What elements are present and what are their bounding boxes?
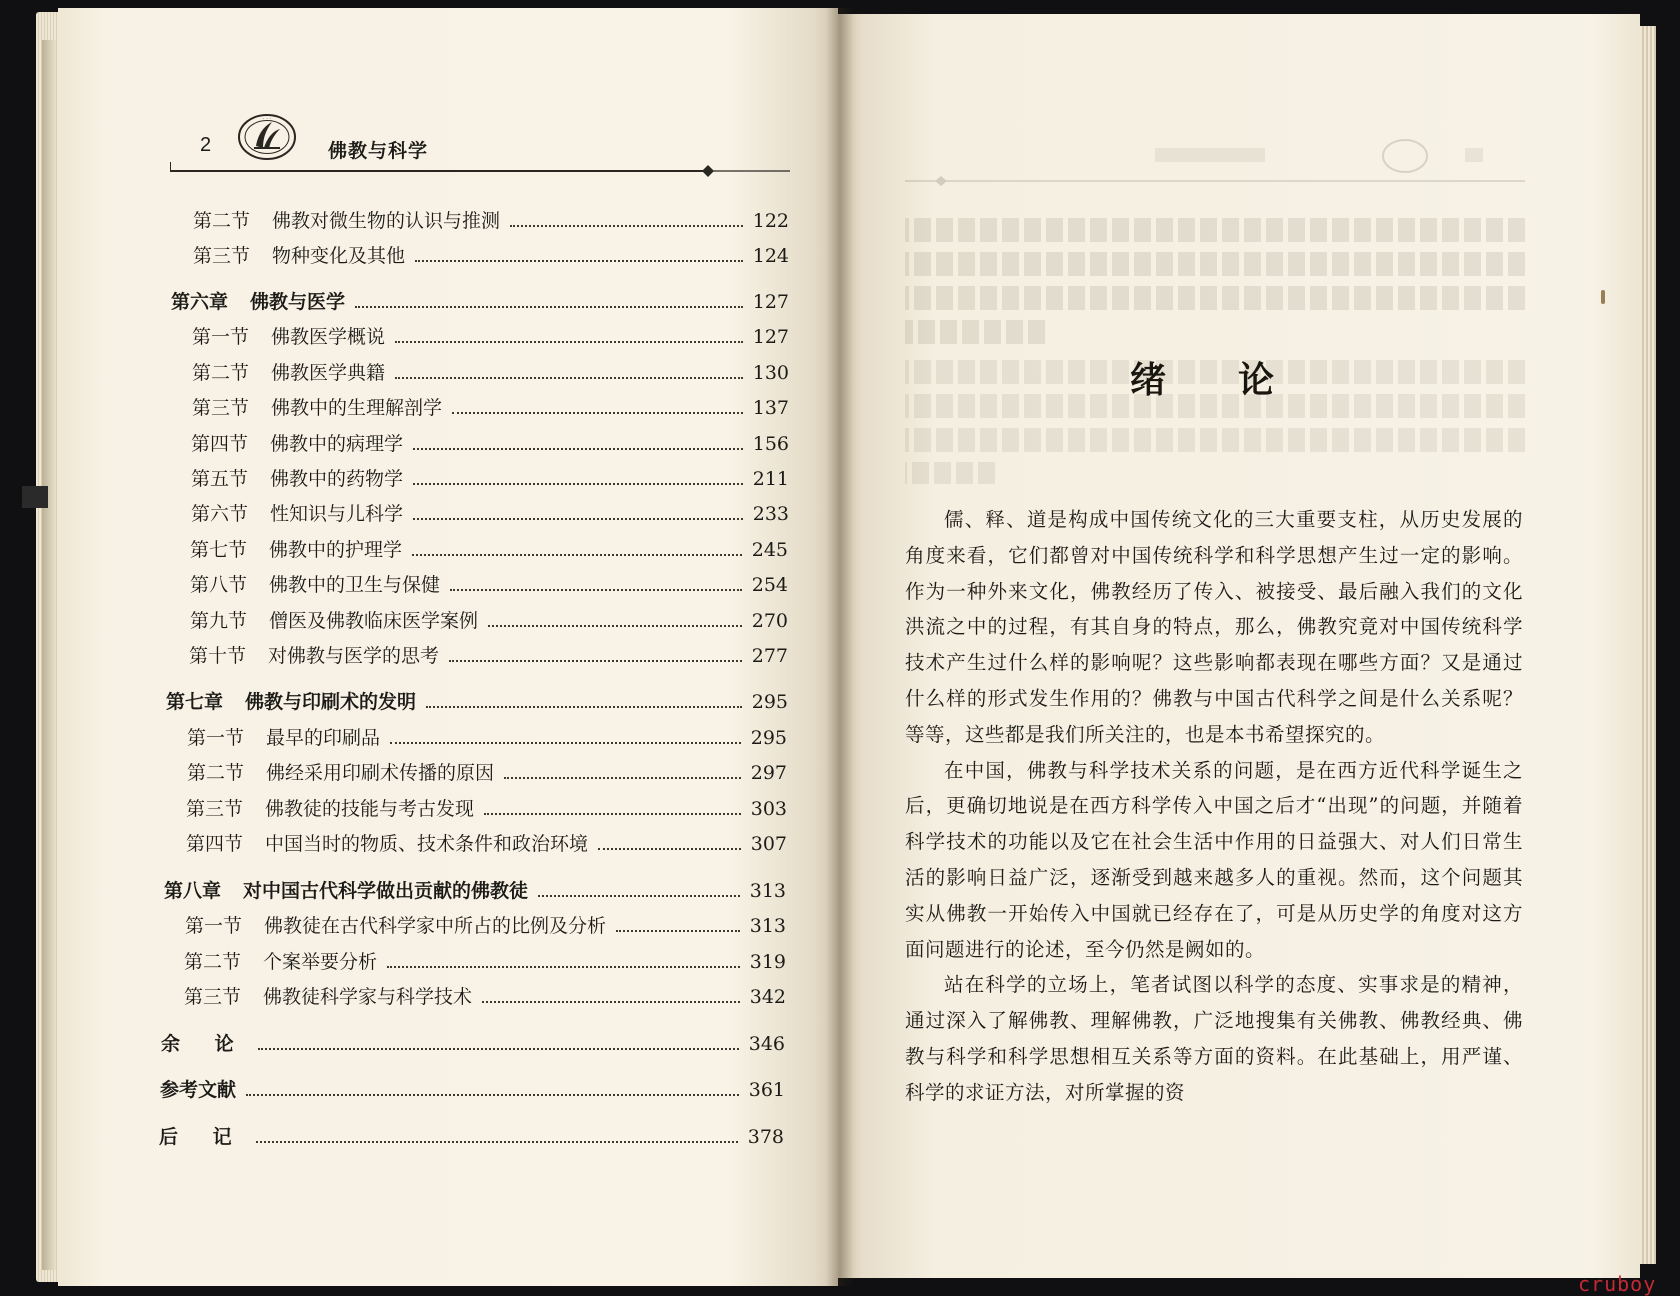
toc-entry-label: 第六章 <box>171 291 229 313</box>
toc-entry-label: 第六节 <box>191 503 249 525</box>
toc-entry-label: 第八节 <box>190 574 248 596</box>
toc-entry-page: 211 <box>752 468 789 490</box>
toc-entry-page: 137 <box>752 397 789 419</box>
toc-dot-leader <box>413 434 743 450</box>
toc-entry[interactable] <box>190 572 788 598</box>
toc-entry-label: 第三节 <box>184 986 242 1008</box>
toc-entry-page: 313 <box>749 915 786 937</box>
toc-entry[interactable] <box>189 643 788 669</box>
body-paragraph: 站在科学的立场上，笔者试图以科学的态度、实事求是的精神，通过深入了解佛教、理解佛教，广泛地搜集有关佛教、佛教经典、佛教与科学和科学思想相互关系等方面的资料。在此基础上，用严谨、科学的求证方法，对所掌握的资 <box>905 973 1523 1104</box>
toc-entry-title: 佛教中的药物学 <box>270 468 404 490</box>
toc-entry-page: 361 <box>748 1079 785 1101</box>
toc-entry-title: 性知识与儿科学 <box>270 503 404 525</box>
toc-dot-leader <box>616 916 740 932</box>
toc-dot-leader <box>412 540 742 556</box>
toc-entry[interactable] <box>191 466 789 492</box>
body-text <box>905 502 1523 1111</box>
toc-entry[interactable] <box>193 243 789 269</box>
toc-entry-page: 277 <box>751 645 788 667</box>
toc-dot-leader <box>482 987 740 1003</box>
toc-entry-page: 297 <box>750 762 787 784</box>
toc-entry-label: 第二节 <box>193 210 251 232</box>
toc-entry[interactable] <box>184 984 786 1010</box>
toc-entry-label: 第九节 <box>190 610 248 632</box>
toc-entry-title: 佛教对微生物的认识与推测 <box>272 210 501 232</box>
toc-dot-leader <box>413 504 743 520</box>
toc-dot-leader <box>452 398 743 414</box>
toc-dot-leader <box>387 952 740 968</box>
toc-entry-title: 对佛教与医学的思考 <box>268 645 440 667</box>
toc-entry-label: 余 论 <box>161 1033 248 1055</box>
toc-dot-leader <box>256 1127 738 1143</box>
toc-entry[interactable] <box>190 608 788 634</box>
toc-entry[interactable] <box>191 501 789 527</box>
body-paragraph: 在中国，佛教与科学技术关系的问题，是在西方近代科学诞生之后，更确切地说是在西方科学传入中国之后才“出现”的问题，并随着科学技术的功能以及它在社会生活中作用的日益强大、对人们日常生活的影响日益广泛，逐渐受到越来越多人的重视。然而，这个问题其实从佛教一开始传入中国就已经存在了，可是从历史学的角度对这方面问题进行的论述，至今仍然是阙如的。 <box>905 758 1523 961</box>
toc-chapter-entry[interactable] <box>164 878 786 904</box>
toc-entry-page: 245 <box>751 539 788 561</box>
toc-entry-title: 佛教徒在古代科学家中所占的比例及分析 <box>264 915 607 937</box>
toc-entry-label: 第三节 <box>193 245 251 267</box>
toc-entry-title: 佛教中的卫生与保健 <box>269 574 441 596</box>
toc-dot-leader <box>504 763 741 779</box>
toc-dot-leader <box>484 799 741 815</box>
show-through-text <box>905 286 1525 310</box>
running-title: 佛教与科学 <box>328 140 429 162</box>
toc-entry-page: 295 <box>750 727 787 749</box>
toc-entry-label: 第四节 <box>191 433 249 455</box>
body-paragraph: 儒、释、道是构成中国传统文化的三大重要支柱，从历史发展的角度来看，它们都曾对中国传统科学和科学思想产生过一定的影响。作为一种外来文化，佛教经历了传入、被接受、最后融入我们的文化洪流之中的过程，有其自身的特点，那么，佛教究竟对中国传统科学技术产生过什么样的影响呢？这些影响都表现在哪些方面？又是通过什么样的形式发生作用的？佛教与中国古代科学之间是什么关系呢？等等，这些都是我们所关注的，也是本书希望探究的。 <box>905 508 1523 746</box>
toc-entry[interactable] <box>186 796 787 822</box>
toc-dot-leader <box>395 363 743 379</box>
toc-chapter-entry[interactable] <box>171 289 789 315</box>
toc-entry-page: 156 <box>752 433 789 455</box>
toc-entry[interactable] <box>190 537 788 563</box>
toc-chapter-entry[interactable] <box>166 689 788 715</box>
toc-entry-label: 第二节 <box>187 762 245 784</box>
toc-chapter-entry[interactable] <box>159 1124 784 1150</box>
toc-entry[interactable] <box>185 913 786 939</box>
toc-dot-leader <box>538 881 740 897</box>
toc-entry-label: 第一节 <box>185 915 243 937</box>
toc-entry-page: 295 <box>751 691 788 713</box>
toc-entry[interactable] <box>187 725 787 751</box>
toc-entry-title: 佛教中的护理学 <box>269 539 403 561</box>
toc-entry-page: 127 <box>752 291 789 313</box>
toc-entry-label: 后 记 <box>159 1126 246 1148</box>
toc-entry-title: 佛教徒科学家与科学技术 <box>263 986 473 1008</box>
chapter-heading: 绪论 <box>1130 360 1347 401</box>
show-through-text <box>905 462 995 484</box>
paper-speck <box>1601 290 1605 304</box>
toc-entry-title: 个案举要分析 <box>263 951 378 973</box>
toc-dot-leader <box>413 469 743 485</box>
watermark-text: cruboy <box>1578 1272 1657 1296</box>
toc-entry-title: 佛教中的病理学 <box>270 433 404 455</box>
svg-text:· · ·: · · · <box>263 116 271 122</box>
toc-entry-page: 127 <box>752 326 789 348</box>
toc-entry-label: 参考文献 <box>160 1079 237 1101</box>
toc-entry[interactable] <box>187 760 787 786</box>
toc-entry-label: 第二节 <box>192 362 250 384</box>
toc-dot-leader <box>390 728 741 744</box>
toc-entry-page: 303 <box>750 798 787 820</box>
show-through-header-rule <box>905 174 1525 188</box>
table-of-contents <box>0 0 838 1293</box>
toc-dot-leader <box>415 246 743 262</box>
toc-entry[interactable] <box>184 949 786 975</box>
toc-entry-label: 第七节 <box>190 539 248 561</box>
toc-dot-leader <box>510 211 743 227</box>
toc-entry-label: 第三节 <box>186 798 244 820</box>
toc-entry-page: 319 <box>749 951 786 973</box>
toc-entry-page: 122 <box>752 210 789 232</box>
toc-entry-title: 佛经采用印刷术传播的原因 <box>266 762 495 784</box>
toc-entry[interactable] <box>192 360 789 386</box>
toc-entry-title: 中国当时的物质、技术条件和政治环境 <box>265 833 589 855</box>
toc-entry-page: 313 <box>749 880 786 902</box>
toc-entry-title: 僧医及佛教临床医学案例 <box>269 610 479 632</box>
toc-entry-page: 307 <box>750 833 787 855</box>
toc-entry-label: 第七章 <box>166 691 224 713</box>
toc-entry-title: 佛教与印刷术的发明 <box>245 691 417 713</box>
toc-entry[interactable] <box>193 208 789 234</box>
toc-dot-leader <box>449 646 742 662</box>
show-through-emblem <box>905 136 1545 176</box>
toc-dot-leader <box>426 692 742 708</box>
toc-entry-title: 佛教医学概说 <box>271 326 386 348</box>
toc-dot-leader <box>598 834 741 850</box>
toc-entry-page: 378 <box>747 1126 784 1148</box>
toc-entry-label: 第一节 <box>192 326 250 348</box>
toc-entry-page: 124 <box>752 245 789 267</box>
toc-entry-label: 第三节 <box>192 397 250 419</box>
toc-entry-title: 佛教与医学 <box>250 291 346 313</box>
toc-entry[interactable] <box>192 395 789 421</box>
toc-dot-leader <box>246 1080 739 1096</box>
toc-entry-label: 第一节 <box>187 727 245 749</box>
toc-entry-title: 佛教徒的技能与考古发现 <box>265 798 475 820</box>
toc-entry-title: 物种变化及其他 <box>272 245 406 267</box>
toc-entry-page: 346 <box>748 1033 785 1055</box>
toc-dot-leader <box>395 327 743 343</box>
toc-entry-label: 第二节 <box>184 951 242 973</box>
toc-dot-leader <box>488 611 742 627</box>
toc-entry[interactable] <box>191 431 789 457</box>
toc-entry-page: 233 <box>752 503 789 525</box>
toc-entry[interactable] <box>186 831 787 857</box>
show-through-text <box>905 428 1525 452</box>
toc-entry-page: 130 <box>752 362 789 384</box>
toc-entry-page: 342 <box>749 986 786 1008</box>
toc-entry-title: 最早的印刷品 <box>266 727 381 749</box>
toc-entry-title: 佛教医学典籍 <box>271 362 386 384</box>
toc-chapter-entry[interactable] <box>161 1031 785 1057</box>
toc-entry-title: 佛教中的生理解剖学 <box>271 397 443 419</box>
toc-dot-leader <box>355 292 743 308</box>
toc-entry[interactable] <box>192 324 789 350</box>
toc-entry-label: 第四节 <box>186 833 244 855</box>
toc-entry-page: 254 <box>751 574 788 596</box>
page-number: 2 <box>200 134 212 156</box>
toc-dot-leader <box>450 575 742 591</box>
show-through-text <box>905 252 1525 276</box>
show-through-text <box>905 218 1525 242</box>
toc-entry-title: 对中国古代科学做出贡献的佛教徒 <box>243 880 529 902</box>
toc-dot-leader <box>258 1034 739 1050</box>
toc-entry-page: 270 <box>751 610 788 632</box>
toc-entry-label: 第十节 <box>189 645 247 667</box>
show-through-text <box>905 320 1045 344</box>
toc-entry-label: 第五节 <box>191 468 249 490</box>
toc-entry-label: 第八章 <box>164 880 222 902</box>
toc-chapter-entry[interactable] <box>160 1077 785 1103</box>
